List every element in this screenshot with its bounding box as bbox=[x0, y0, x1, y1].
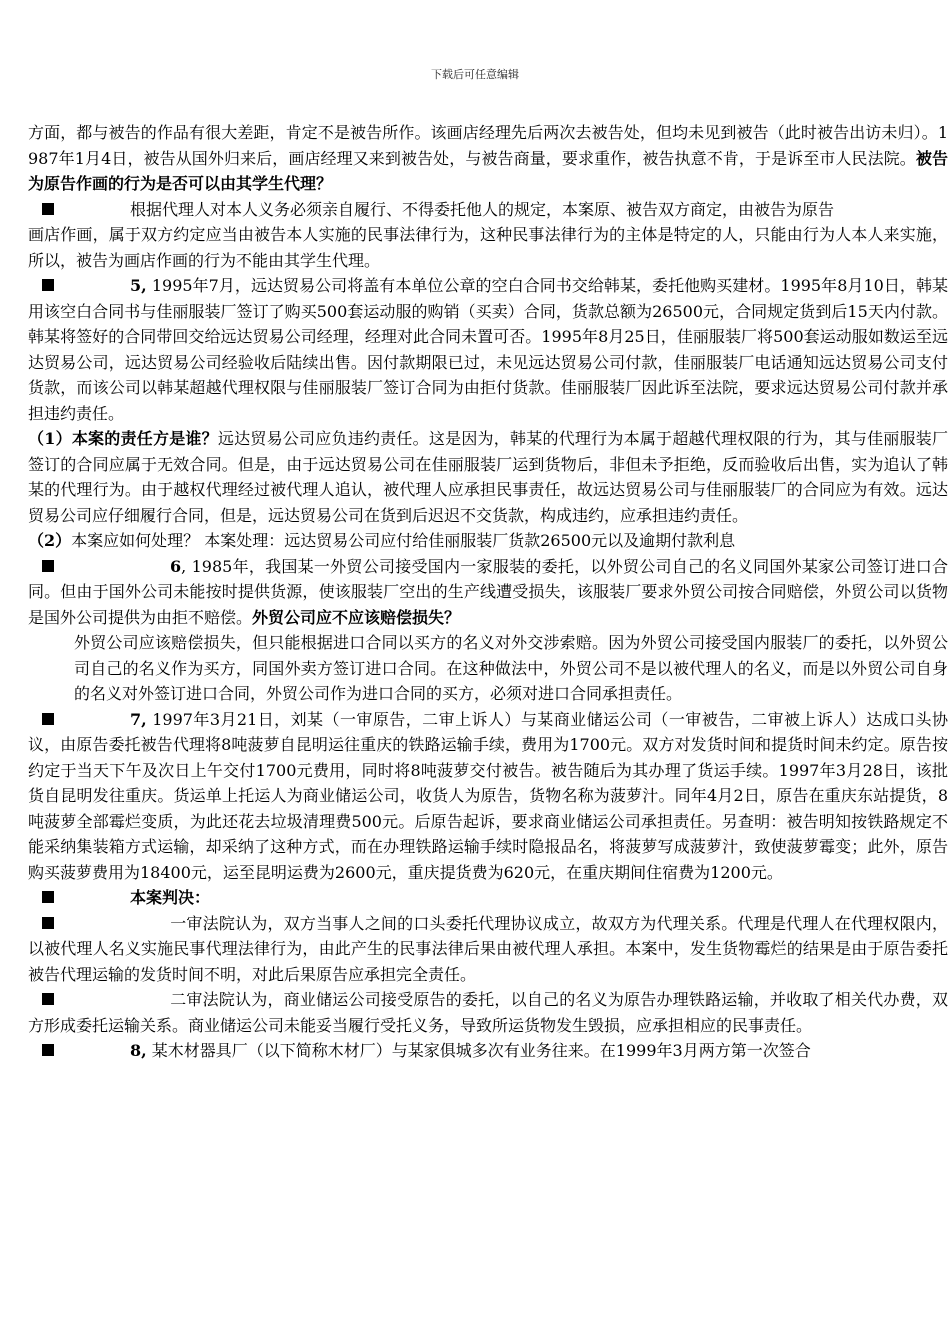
paragraph-text: 某木材器具厂（以下简称木材厂）与某家俱城多次有业务往来。在1999年3月两方第一次签合 bbox=[146, 1041, 811, 1060]
question-text: 外贸公司应不应该赔偿损失？ bbox=[252, 607, 461, 627]
paragraph-text: 1995年7月，远达贸易公司将盖有本单位公章的空白合同书交给韩某，委托他购买建材。1995年8月10日，韩某用该空白合同书与佳丽服装厂签订了购买500套运动服的购销（买卖）合同，货款总额为26500元，合同规定货到后15天内付款。韩某将签好的合同带回交给远达贸易公司经理，经理对此合同未置可否。1995年8月25日，佳丽服装厂将500套运动服如数运至远达贸易公司，远达贸易公司经验收后陆续出售。因付款期限已过，未见远达贸易公司付款，佳丽服装厂电话通知远达贸易公司支付货款，而该公司以韩某超越代理权限与佳丽服装厂签订合同为由拒付货款。佳丽服装厂因此诉至法院，要求远达贸易公司付款并承担违约责任。 bbox=[28, 276, 948, 423]
paragraph-text: 方面，都与被告的作品有很大差距，肯定不是被告所作。该画店经理先后两次去被告处，但均未见到被告（此时被告出访未归）。1987年1月4日，被告从国外归来后，画店经理又来到被告处，与被告商量，要求重作，被告执意不肯，于是诉至市人民法院。 bbox=[28, 123, 948, 168]
paragraph-case-6-answer bbox=[28, 630, 948, 707]
paragraph-text: 二审法院认为，商业储运公司接受原告的委托，以自己的名义为原告办理铁路运输，并收取了相关代办费，双方形成委托运输关系。商业储运公司未能妥当履行受托义务，导致所运货物发生毁损，应承担相应的民事责任。 bbox=[28, 990, 948, 1035]
paragraph-text: 外贸公司应该赔偿损失，但只能根据进口合同以买方的名义对外交涉索赔。因为外贸公司接受国内服装厂的委托，以外贸公司自己的名义作为买方，同国外卖方签订进口合同。在这种做法中，外贸公司不是以被代理人的名义，而是以外贸公司自身的名义对外签订进口合同，外贸公司作为进口合同的买方，必须对进口合同承担责任。 bbox=[74, 633, 948, 703]
square-bullet-icon bbox=[42, 917, 54, 929]
paragraph-text: 本案应如何处理？ 本案处理：远达贸易公司应付给佳丽服装厂货款26500元以及逾期付款利息 bbox=[71, 531, 736, 550]
square-bullet-icon bbox=[42, 1044, 54, 1056]
document-body bbox=[28, 120, 948, 1064]
square-bullet-icon bbox=[42, 203, 54, 215]
square-bullet-icon bbox=[42, 279, 54, 291]
paragraph-answer-4-cont bbox=[28, 222, 948, 273]
paragraph-case-7 bbox=[28, 707, 948, 886]
square-bullet-icon bbox=[42, 560, 54, 572]
paragraph-text: 根据代理人对本人义务必须亲自履行、不得委托他人的规定，本案原、被告双方商定，由被告为原告 bbox=[130, 199, 835, 219]
paragraph-text: 一审法院认为，双方当事人之间的口头委托代理协议成立，故双方为代理关系。代理是代理人在代理权限内，以被代理人名义实施民事代理法律行为，由此产生的民事法律后果由被代理人承担。本案中，发生货物霉烂的结果是由于原告委托被告代理运输的发货时间不明，对此后果原告应承担完全责任。 bbox=[28, 913, 948, 984]
question-number: （2） bbox=[28, 531, 72, 550]
case-number: 6 bbox=[170, 556, 182, 576]
case-number: 5, bbox=[130, 276, 147, 295]
case-number: 8, bbox=[130, 1041, 147, 1060]
square-bullet-icon bbox=[42, 713, 54, 725]
case-number: 7, bbox=[130, 709, 147, 729]
paragraph-text: 1997年3月21日，刘某（一审原告，二审上诉人）与某商业储运公司（一审被告，二审被上诉人）达成口头协议，由原告委托被告代理将8吨菠萝自昆明运往重庆的铁路运输手续，费用为1700元。双方对发货时间和提货时间未约定。原告按约定于当天下午及次日上午交付1700元费用，同时将8吨菠萝交付被告。被告随后为其办理了货运手续。1997年3月28日，该批货自昆明发往重庆。货运单上托运人为商业储运公司，收货人为原告，货物名称为菠萝汁。同年4月2日，原告在重庆东站提货，8吨菠萝全部霉烂变质，为此还花去垃圾清理费500元。后原告起诉，要求商业储运公司承担责任。另查明：被告明知按铁路规定不能采纳集装箱方式运输，却采纳了这种方式，而在办理铁路运输手续时隐报品名，将菠萝写成菠萝汁，致使菠萝霉变；此外，原告购买菠萝费用为18400元，运至昆明运费为2600元，重庆提货费为620元，在重庆期间住宿费为1200元。 bbox=[28, 709, 948, 882]
paragraph-case4-end bbox=[28, 120, 948, 197]
page-header-note: 下载后可任意编辑 bbox=[431, 68, 519, 81]
paragraph-case-5 bbox=[28, 273, 948, 426]
paragraph-first-instance bbox=[28, 911, 948, 988]
square-bullet-icon bbox=[42, 993, 54, 1005]
paragraph-second-instance bbox=[28, 987, 948, 1038]
question-text: （1）本案的责任方是谁？ bbox=[28, 429, 218, 448]
paragraph-text: 远达贸易公司应负违约责任。这是因为，韩某的代理行为本属于超越代理权限的行为，其与佳丽服装厂签订的合同应属于无效合同。但是，由于远达贸易公司在佳丽服装厂运到货物后，非但未予拒绝，反而验收后出售，实为追认了韩某的代理行为。由于越权代理经过被代理人追认，被代理人应承担民事责任，故远达贸易公司与佳丽服装厂的合同应为有效。远达贸易公司应仔细履行合同，但是，远达贸易公司在货到后迟迟不交货款，构成违约，应承担违约责任。 bbox=[28, 429, 948, 525]
paragraph-case-5-answer-1 bbox=[28, 426, 948, 528]
paragraph-case-5-answer-2 bbox=[28, 528, 948, 554]
paragraph-text: , 1985年，我国某一外贸公司接受国内一家服装的委托，以外贸公司自己的名义同国外某家公司签订进口合同。但由于国外公司未能按时提供货源，使该服装厂空出的生产线遭受损失，该服装厂要求外贸公司按合同赔偿，外贸公司以货物是国外公司提供为由拒不赔偿。 bbox=[28, 556, 948, 627]
section-heading: 本案判决： bbox=[130, 888, 211, 907]
paragraph-answer-4 bbox=[28, 197, 948, 223]
question-text: 被告为原告作画的行为是否可以由其学生代理？ bbox=[28, 148, 948, 193]
paragraph-text: 画店作画，属于双方约定应当由被告本人实施的民事法律行为，这种民事法律行为的主体是特定的人，只能由行为人本人来实施，所以，被告为画店作画的行为不能由其学生代理。 bbox=[28, 225, 948, 270]
square-bullet-icon bbox=[42, 891, 54, 903]
paragraph-case-8 bbox=[28, 1038, 948, 1064]
paragraph-case-6 bbox=[28, 554, 948, 631]
paragraph-judgment-heading bbox=[28, 885, 948, 911]
